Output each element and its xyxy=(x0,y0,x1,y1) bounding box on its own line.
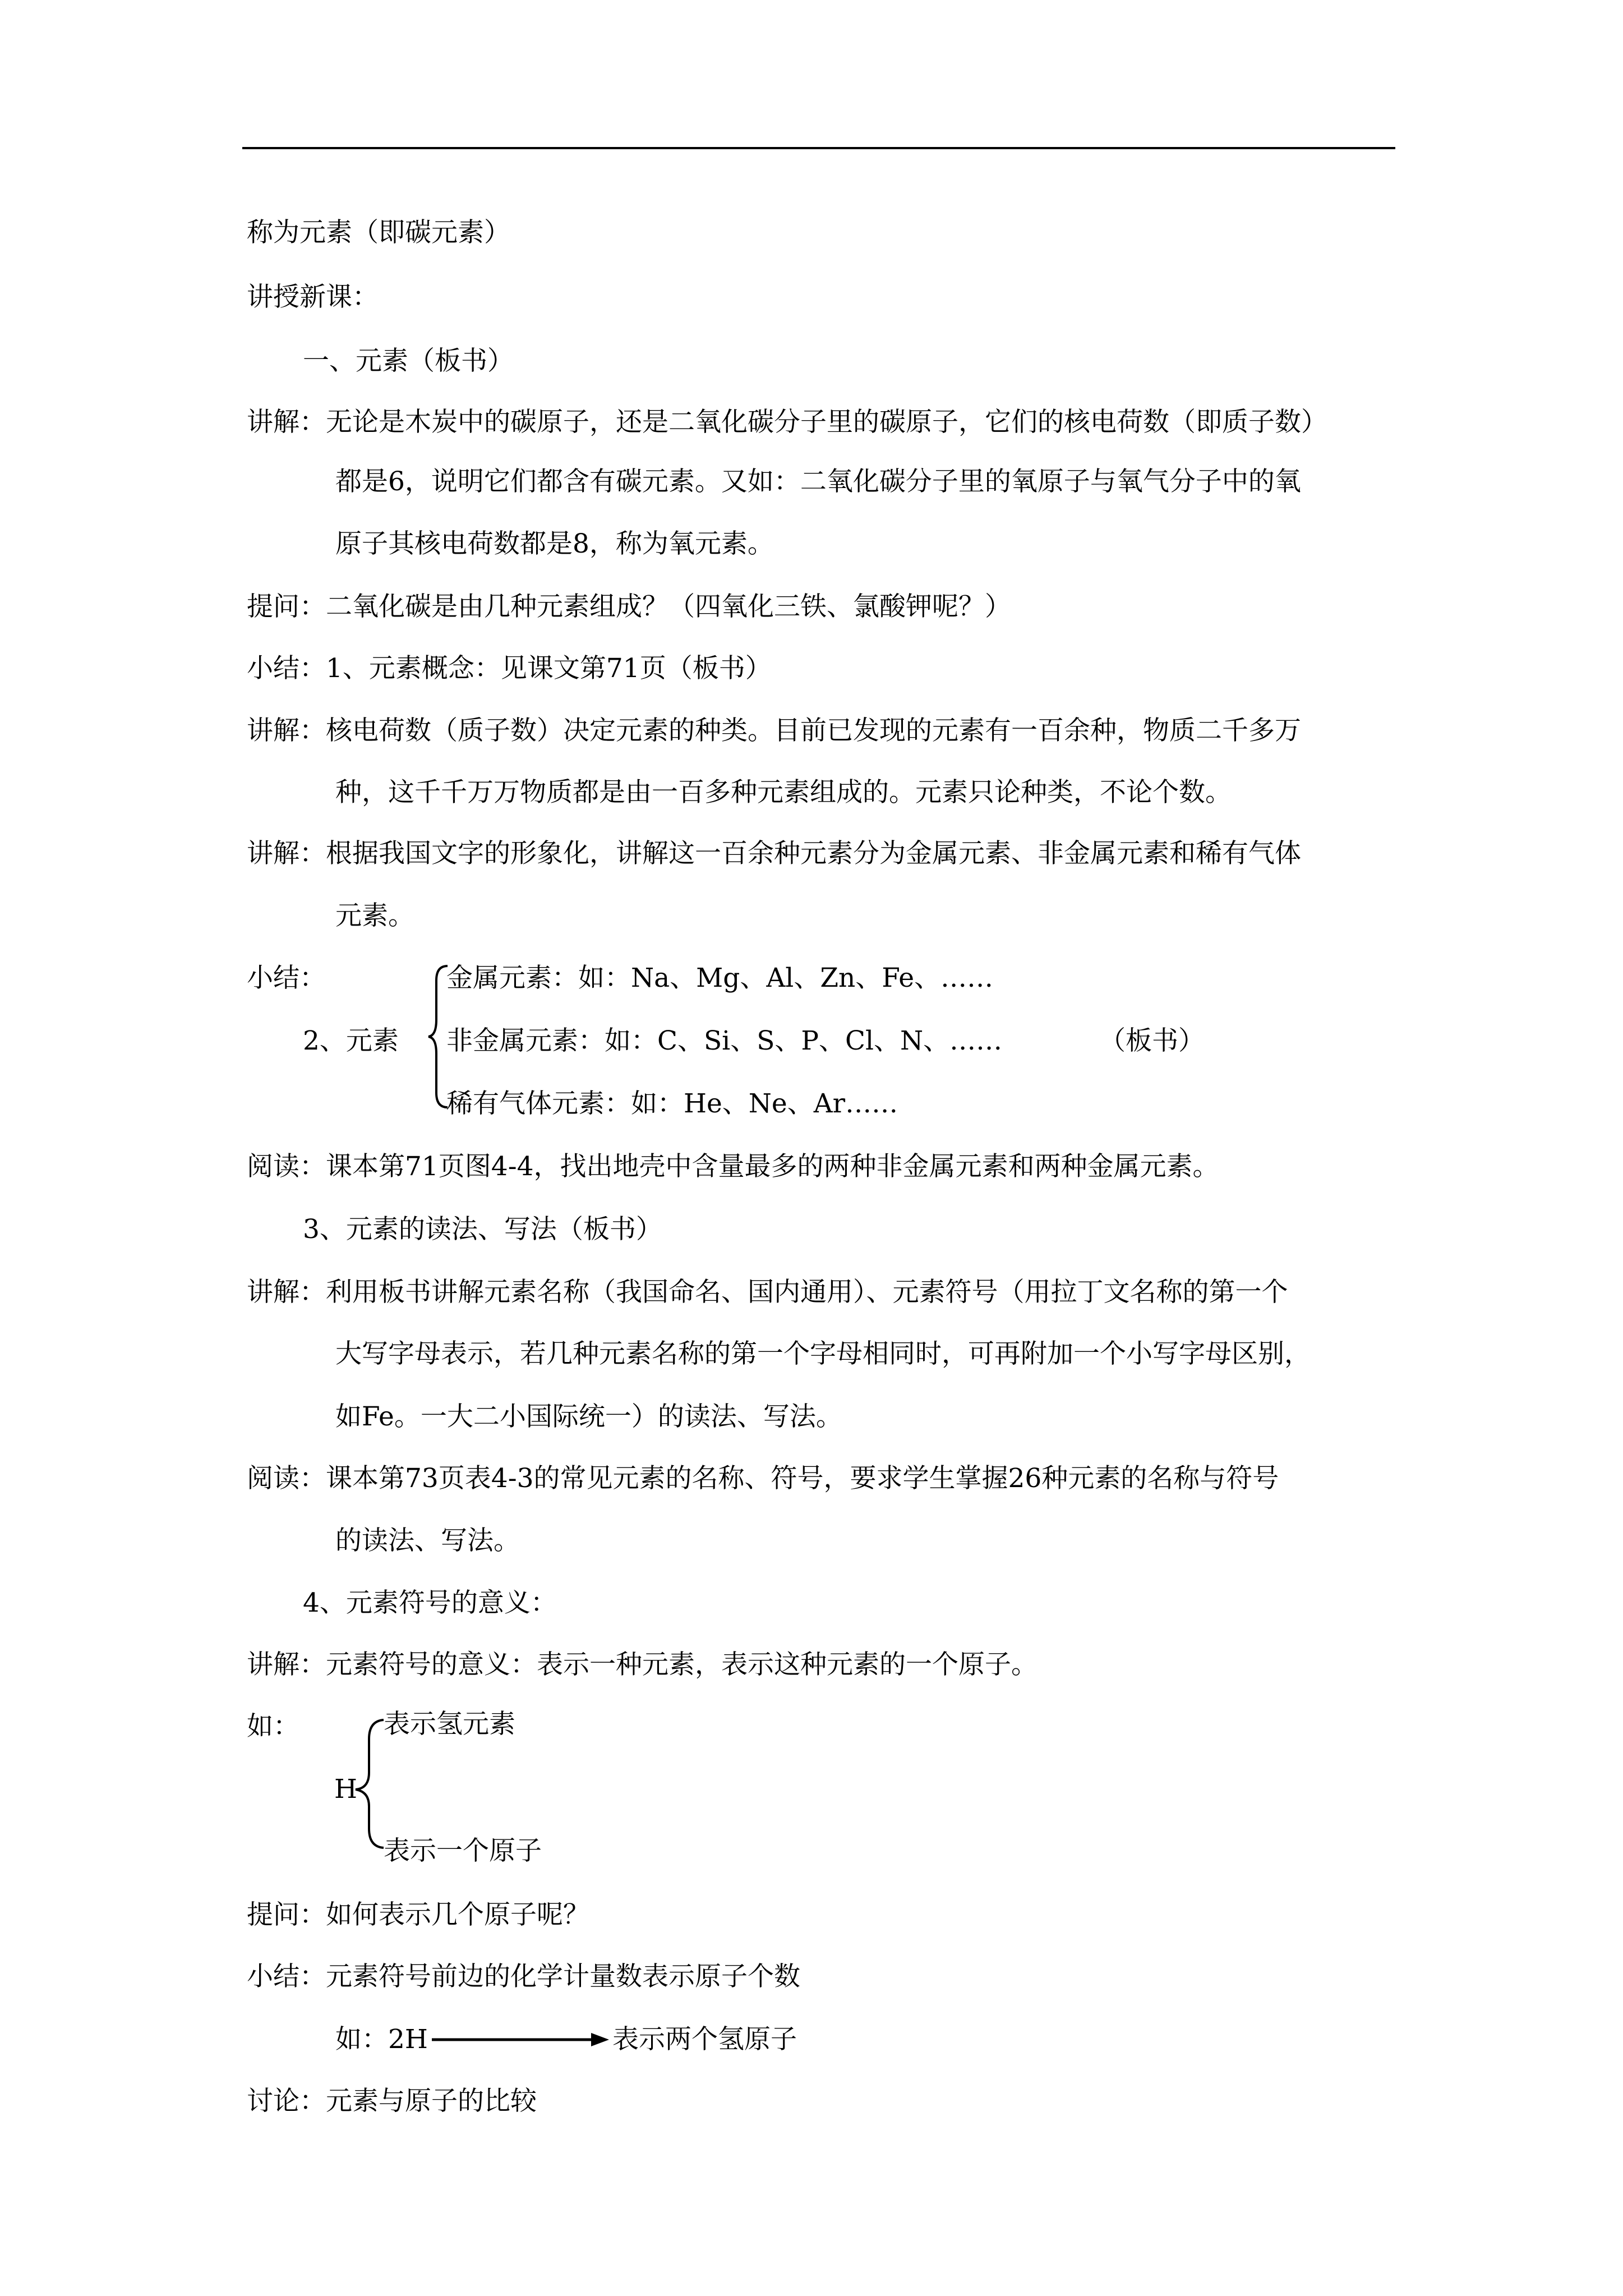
text-line: 讲授新课： xyxy=(247,282,379,312)
text-line: 原子其核电荷数都是8，称为氧元素。 xyxy=(335,528,774,559)
text-line: 称为元素（即碳元素） xyxy=(247,217,510,248)
example-lead: 如：2H xyxy=(335,2024,428,2055)
text-line: 讲解：无论是木炭中的碳原子，还是二氧化碳分子里的碳原子，它们的核电荷数（即质子数） xyxy=(247,407,1327,438)
text-line: 大写字母表示，若几种元素名称的第一个字母相同时，可再附加一个小写字母区别， xyxy=(335,1338,1311,1369)
section-heading: 4、元素符号的意义： xyxy=(303,1588,557,1618)
text-line: 小结： xyxy=(247,963,326,993)
text-line: 都是6，说明它们都含有碳元素。又如：二氧化碳分子里的氧原子与氧气分子中的氧 xyxy=(335,466,1301,497)
text-line: 的读法、写法。 xyxy=(335,1525,520,1556)
section-heading: 一、元素（板书） xyxy=(303,346,514,376)
text-line: 小结：1、元素概念：见课文第71页（板书） xyxy=(247,653,772,684)
example-result: 表示两个氢原子 xyxy=(612,2024,797,2055)
classification-root: 2、元素 xyxy=(303,1025,399,1056)
header-rule xyxy=(242,147,1395,149)
text-line: 讲解：利用板书讲解元素名称（我国命名、国内通用）、元素符号（用拉丁文名称的第一个 xyxy=(247,1277,1288,1308)
curly-brace-icon xyxy=(352,1717,386,1851)
metal-elements: 金属元素：如：Na、Mg、Al、Zn、Fe、…… xyxy=(446,963,994,993)
text-line: 讨论：元素与原子的比较 xyxy=(247,2086,537,2116)
noble-gas-elements: 稀有气体元素：如：He、Ne、Ar…… xyxy=(446,1088,898,1119)
text-line: 讲解：根据我国文字的形象化，讲解这一百余种元素分为金属元素、非金属元素和稀有气体 xyxy=(247,838,1301,869)
element-symbol: H xyxy=(334,1774,357,1805)
text-line: 提问：如何表示几个原子呢？ xyxy=(247,1899,589,1930)
text-line: 阅读：课本第73页表4-3的常见元素的名称、符号，要求学生掌握26种元素的名称与符号 xyxy=(247,1463,1279,1494)
text-line: 讲解：核电荷数（质子数）决定元素的种类。目前已发现的元素有一百余种，物质二千多万 xyxy=(247,715,1301,746)
symbol-meaning-atom: 表示一个原子 xyxy=(384,1835,542,1866)
blackboard-note: （板书） xyxy=(1099,1025,1205,1056)
curly-brace-icon xyxy=(426,964,449,1110)
section-heading: 3、元素的读法、写法（板书） xyxy=(303,1214,662,1245)
text-line: 讲解：元素符号的意义：表示一种元素，表示这种元素的一个原子。 xyxy=(247,1649,1038,1680)
symbol-meaning-element: 表示氢元素 xyxy=(384,1709,515,1740)
text-line: 种，这千千万万物质都是由一百多种元素组成的。元素只论种类，不论个数。 xyxy=(335,777,1232,808)
text-line: 阅读：课本第71页图4-4，找出地壳中含量最多的两种非金属元素和两种金属元素。 xyxy=(247,1151,1219,1182)
text-line: 提问：二氧化碳是由几种元素组成？（四氧化三铁、氯酸钾呢？） xyxy=(247,591,1011,622)
text-line: 元素。 xyxy=(335,900,414,931)
nonmetal-elements: 非金属元素：如：C、Si、S、P、Cl、N、…… xyxy=(446,1025,1003,1056)
text-line: 如： xyxy=(247,1711,299,1742)
text-line: 如Fe。一大二小国际统一）的读法、写法。 xyxy=(335,1401,842,1432)
text-line: 小结：元素符号前边的化学计量数表示原子个数 xyxy=(247,1961,800,1992)
right-arrow-icon xyxy=(432,2028,611,2051)
